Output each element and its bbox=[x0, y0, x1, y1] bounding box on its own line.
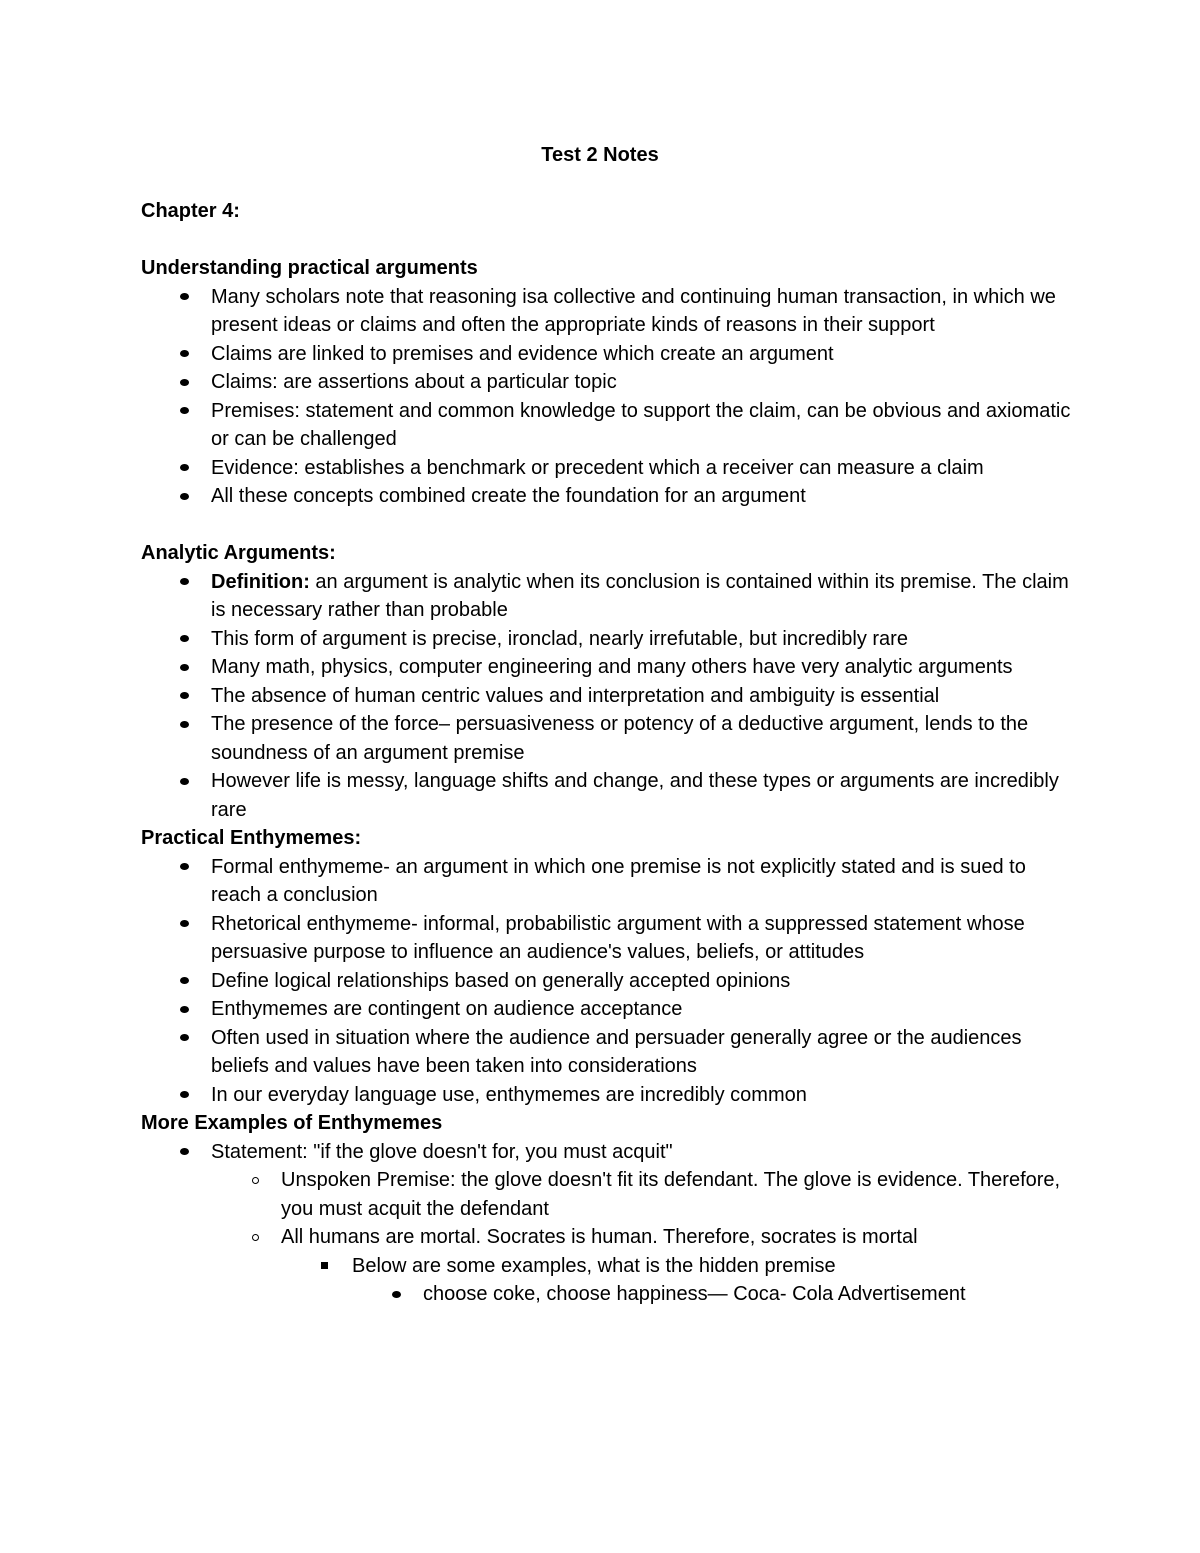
bullet-icon bbox=[180, 578, 189, 585]
list-item: Enthymemes are contingent on audience acceptance bbox=[141, 995, 1071, 1024]
practical-list bbox=[141, 283, 1071, 511]
list-item: In our everyday language use, enthymemes are incredibly common bbox=[141, 1081, 1071, 1110]
bullet-icon bbox=[180, 493, 189, 500]
bullet-icon bbox=[180, 1148, 189, 1155]
list-item: Many math, physics, computer engineering and many others have very analytic arguments bbox=[141, 653, 1071, 682]
list-item bbox=[141, 568, 1071, 625]
list-item: Many scholars note that reasoning isa collective and continuing human transaction, in which we present ideas or claims and often the appropriate kinds of reasons in their support bbox=[141, 283, 1071, 340]
bullet-icon bbox=[180, 464, 189, 471]
bullet-icon bbox=[180, 1034, 189, 1041]
hollow-bullet-icon bbox=[252, 1234, 259, 1241]
list-item: Often used in situation where the audience and persuader generally agree or the audiences beliefs and values have been taken into considerations bbox=[141, 1024, 1071, 1081]
examples-list bbox=[141, 1138, 1071, 1309]
list-item: The absence of human centric values and interpretation and ambiguity is essential bbox=[141, 682, 1071, 711]
enthymemes-list bbox=[141, 853, 1071, 1110]
bullet-icon bbox=[180, 721, 189, 728]
list-item: Statement: "if the glove doesn't for, you must acquit" bbox=[141, 1138, 1071, 1167]
section-heading-analytic: Analytic Arguments: bbox=[141, 542, 336, 564]
bullet-icon bbox=[180, 863, 189, 870]
bullet-icon bbox=[180, 778, 189, 785]
list-item: Claims: are assertions about a particular topic bbox=[141, 368, 1071, 397]
bullet-icon bbox=[180, 407, 189, 414]
bullet-icon bbox=[392, 1291, 401, 1298]
bullet-icon bbox=[180, 1091, 189, 1098]
analytic-list bbox=[141, 568, 1071, 825]
list-item: Define logical relationships based on generally accepted opinions bbox=[141, 967, 1071, 996]
bullet-icon bbox=[180, 692, 189, 699]
bullet-icon bbox=[180, 379, 189, 386]
bullet-icon bbox=[180, 293, 189, 300]
list-item: Claims are linked to premises and evidence which create an argument bbox=[141, 340, 1071, 369]
list-item: Below are some examples, what is the hidden premise bbox=[141, 1252, 1071, 1281]
bullet-icon bbox=[180, 635, 189, 642]
spacer bbox=[141, 226, 1071, 255]
definition-text: an argument is analytic when its conclusion is contained within its premise. The claim is necessary rather than probable bbox=[211, 570, 1069, 621]
bullet-icon bbox=[180, 1006, 189, 1013]
list-item: However life is messy, language shifts and change, and these types or arguments are incredibly rare bbox=[141, 767, 1071, 824]
list-item: choose coke, choose happiness— Coca- Cola Advertisement bbox=[141, 1280, 1071, 1309]
definition-label: Definition: bbox=[211, 570, 310, 593]
page-title: Test 2 Notes bbox=[541, 144, 659, 166]
bullet-icon bbox=[180, 977, 189, 984]
section-heading-practical: Understanding practical arguments bbox=[141, 257, 478, 279]
square-bullet-icon bbox=[321, 1262, 328, 1269]
list-item: Rhetorical enthymeme- informal, probabilistic argument with a suppressed statement whose persuasive purpose to influence an audience's values, beliefs, or attitudes bbox=[141, 910, 1071, 967]
bullet-icon bbox=[180, 664, 189, 671]
list-item: Premises: statement and common knowledge to support the claim, can be obvious and axiomatic or can be challenged bbox=[141, 397, 1071, 454]
spacer bbox=[141, 511, 1071, 540]
bullet-icon bbox=[180, 920, 189, 927]
section-heading-examples: More Examples of Enthymemes bbox=[141, 1112, 443, 1134]
chapter-heading: Chapter 4: bbox=[141, 200, 240, 222]
section-heading-enthymemes: Practical Enthymemes: bbox=[141, 827, 362, 849]
list-item: All humans are mortal. Socrates is human. Therefore, socrates is mortal bbox=[141, 1223, 1071, 1252]
notes-body bbox=[141, 197, 1071, 1309]
list-item: This form of argument is precise, ironclad, nearly irrefutable, but incredibly rare bbox=[141, 625, 1071, 654]
list-item: The presence of the force– persuasiveness or potency of a deductive argument, lends to the soundness of an argument premise bbox=[141, 710, 1071, 767]
list-item: All these concepts combined create the foundation for an argument bbox=[141, 482, 1071, 511]
list-item: Evidence: establishes a benchmark or precedent which a receiver can measure a claim bbox=[141, 454, 1071, 483]
bullet-icon bbox=[180, 350, 189, 357]
list-item: Formal enthymeme- an argument in which one premise is not explicitly stated and is sued to reach a conclusion bbox=[141, 853, 1071, 910]
hollow-bullet-icon bbox=[252, 1177, 259, 1184]
list-item: Unspoken Premise: the glove doesn't fit its defendant. The glove is evidence. Therefore, you must acquit the defendant bbox=[141, 1166, 1071, 1223]
